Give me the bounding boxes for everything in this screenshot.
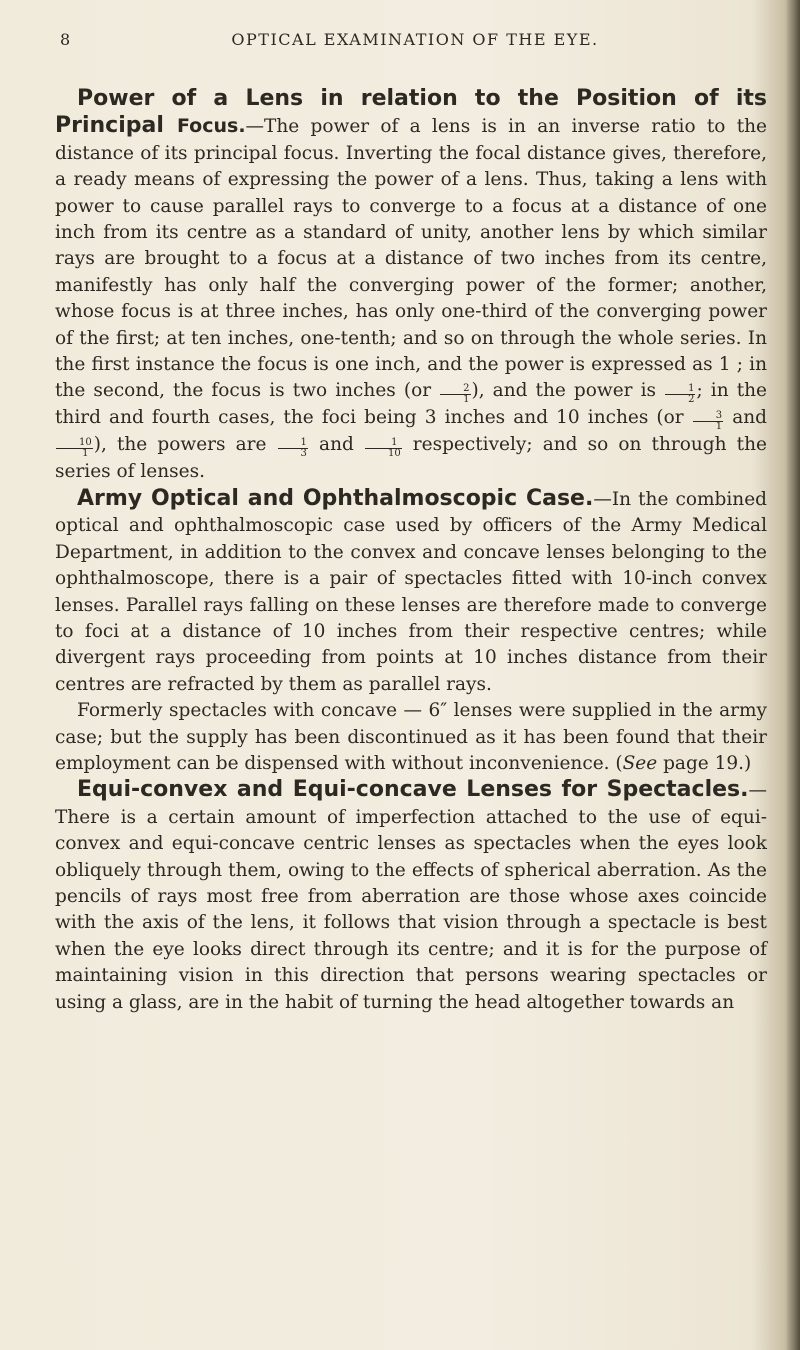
fraction-numerator: 1 [278, 438, 308, 449]
paragraph-equi-lenses [55, 777, 767, 1016]
section-heading-equi-lenses: Equi-convex and Equi-concave Lenses for Spectacles. [77, 777, 749, 803]
paragraph-text: and [724, 407, 767, 429]
paragraph-text: ; in the third and fourth cases, the foci being 3 inches and 10 inches (or [55, 380, 767, 429]
section-heading-lens-power: Power of a Lens in relation to the Position of its Principal [55, 86, 767, 139]
fraction [440, 384, 470, 405]
paragraph-text: and [308, 434, 364, 456]
fraction-denominator: 3 [300, 448, 307, 460]
fraction-numerator: 1 [665, 384, 695, 395]
fraction [365, 438, 402, 459]
section-heading-lens-power-end: Focus. [176, 115, 246, 138]
paragraph-text: —In the combined optical and ophthalmoscopic case used by officers of the Army Medical Department, in addition to the convex and concave lenses belonging to the ophthalmoscope, there is a pair of spectacles fitted with 10-inch convex lenses. Parallel rays falling on these lenses are therefore made to converge to foci at a distance of 10 inches from their respective centres; while divergent rays proceeding from points at 10 inches distance from their centres are refracted by them as parallel rays. [55, 488, 767, 695]
paragraph-text: page 19.) [657, 752, 752, 774]
fraction-denominator: 2 [688, 394, 695, 406]
paragraph-lens-power [55, 86, 767, 486]
paragraph-text: respectively; and so on through the series of lenses. [55, 434, 767, 483]
fraction [693, 411, 723, 432]
paragraph-concave-lenses [55, 698, 767, 777]
paragraph-text: —There is a certain amount of imperfection attached to the use of equi-convex and equi-concave centric lenses as spectacles when the eyes look obliquely through them, owing to the effects of spherical aberration. As the pencils of rays most free from aberration are those whose axes coincide with the axis of the lens, it follows that vision through a spectacle is best when the eye looks direct through its centre; and it is for the purpose of maintaining vision in this direction that persons wearing spectacles or using a glass, are in the habit of turning the head altogether towards an [55, 780, 767, 1013]
fraction-denominator: 1 [463, 394, 470, 406]
paragraph-text: ), and the power is [471, 380, 665, 402]
fraction-numerator: 2 [440, 384, 470, 395]
fraction [665, 384, 695, 405]
fraction-numerator: 1 [365, 438, 402, 449]
fraction-denominator: 1 [715, 421, 723, 433]
paragraph-text: Formerly spectacles with concave — 6″ lenses were supplied in the army case; but the supply has been discontinued as it has been found that their employment can be dispensed with without inconvenience. ( [55, 700, 767, 774]
see-reference: See [622, 752, 658, 774]
paragraph-text: —The power of a lens is in an inverse ratio to the distance of its principal focus. Inverting the focal distance gives, therefore, a ready means of expressing the power of a lens. Thus, taking a lens with power to cause parallel rays to converge to a focus at a distance of one inch from its centre as a standard of unity, another lens by which similar rays are brought to a focus at a distance of two inches from its centre, manifestly has only half the converging power of the former; another, whose focus is at three inches, has only one-third of the converging power of the first; at ten inches, one-tenth; and so on through the whole series. In the first instance the focus is one inch, and the power is expressed as 1 ; in the second, the focus is two inches (or [55, 116, 767, 402]
paragraph-army-case [55, 486, 767, 698]
running-head [60, 30, 770, 52]
fraction-denominator: 10 [387, 448, 401, 460]
fraction [278, 438, 308, 459]
running-head-title: OPTICAL EXAMINATION OF THE EYE. [231, 30, 599, 49]
fraction-numerator: 3 [693, 411, 723, 422]
section-heading-army-case: Army Optical and Ophthalmoscopic Case. [77, 485, 594, 511]
page-number: 8 [60, 30, 72, 49]
page-gutter-shadow [786, 0, 800, 1350]
fraction-denominator: 1 [82, 448, 89, 460]
body-text [55, 86, 767, 1016]
paragraph-text: ), the powers are [93, 434, 277, 456]
fraction-numerator: 10 [56, 438, 93, 449]
fraction [56, 438, 93, 459]
